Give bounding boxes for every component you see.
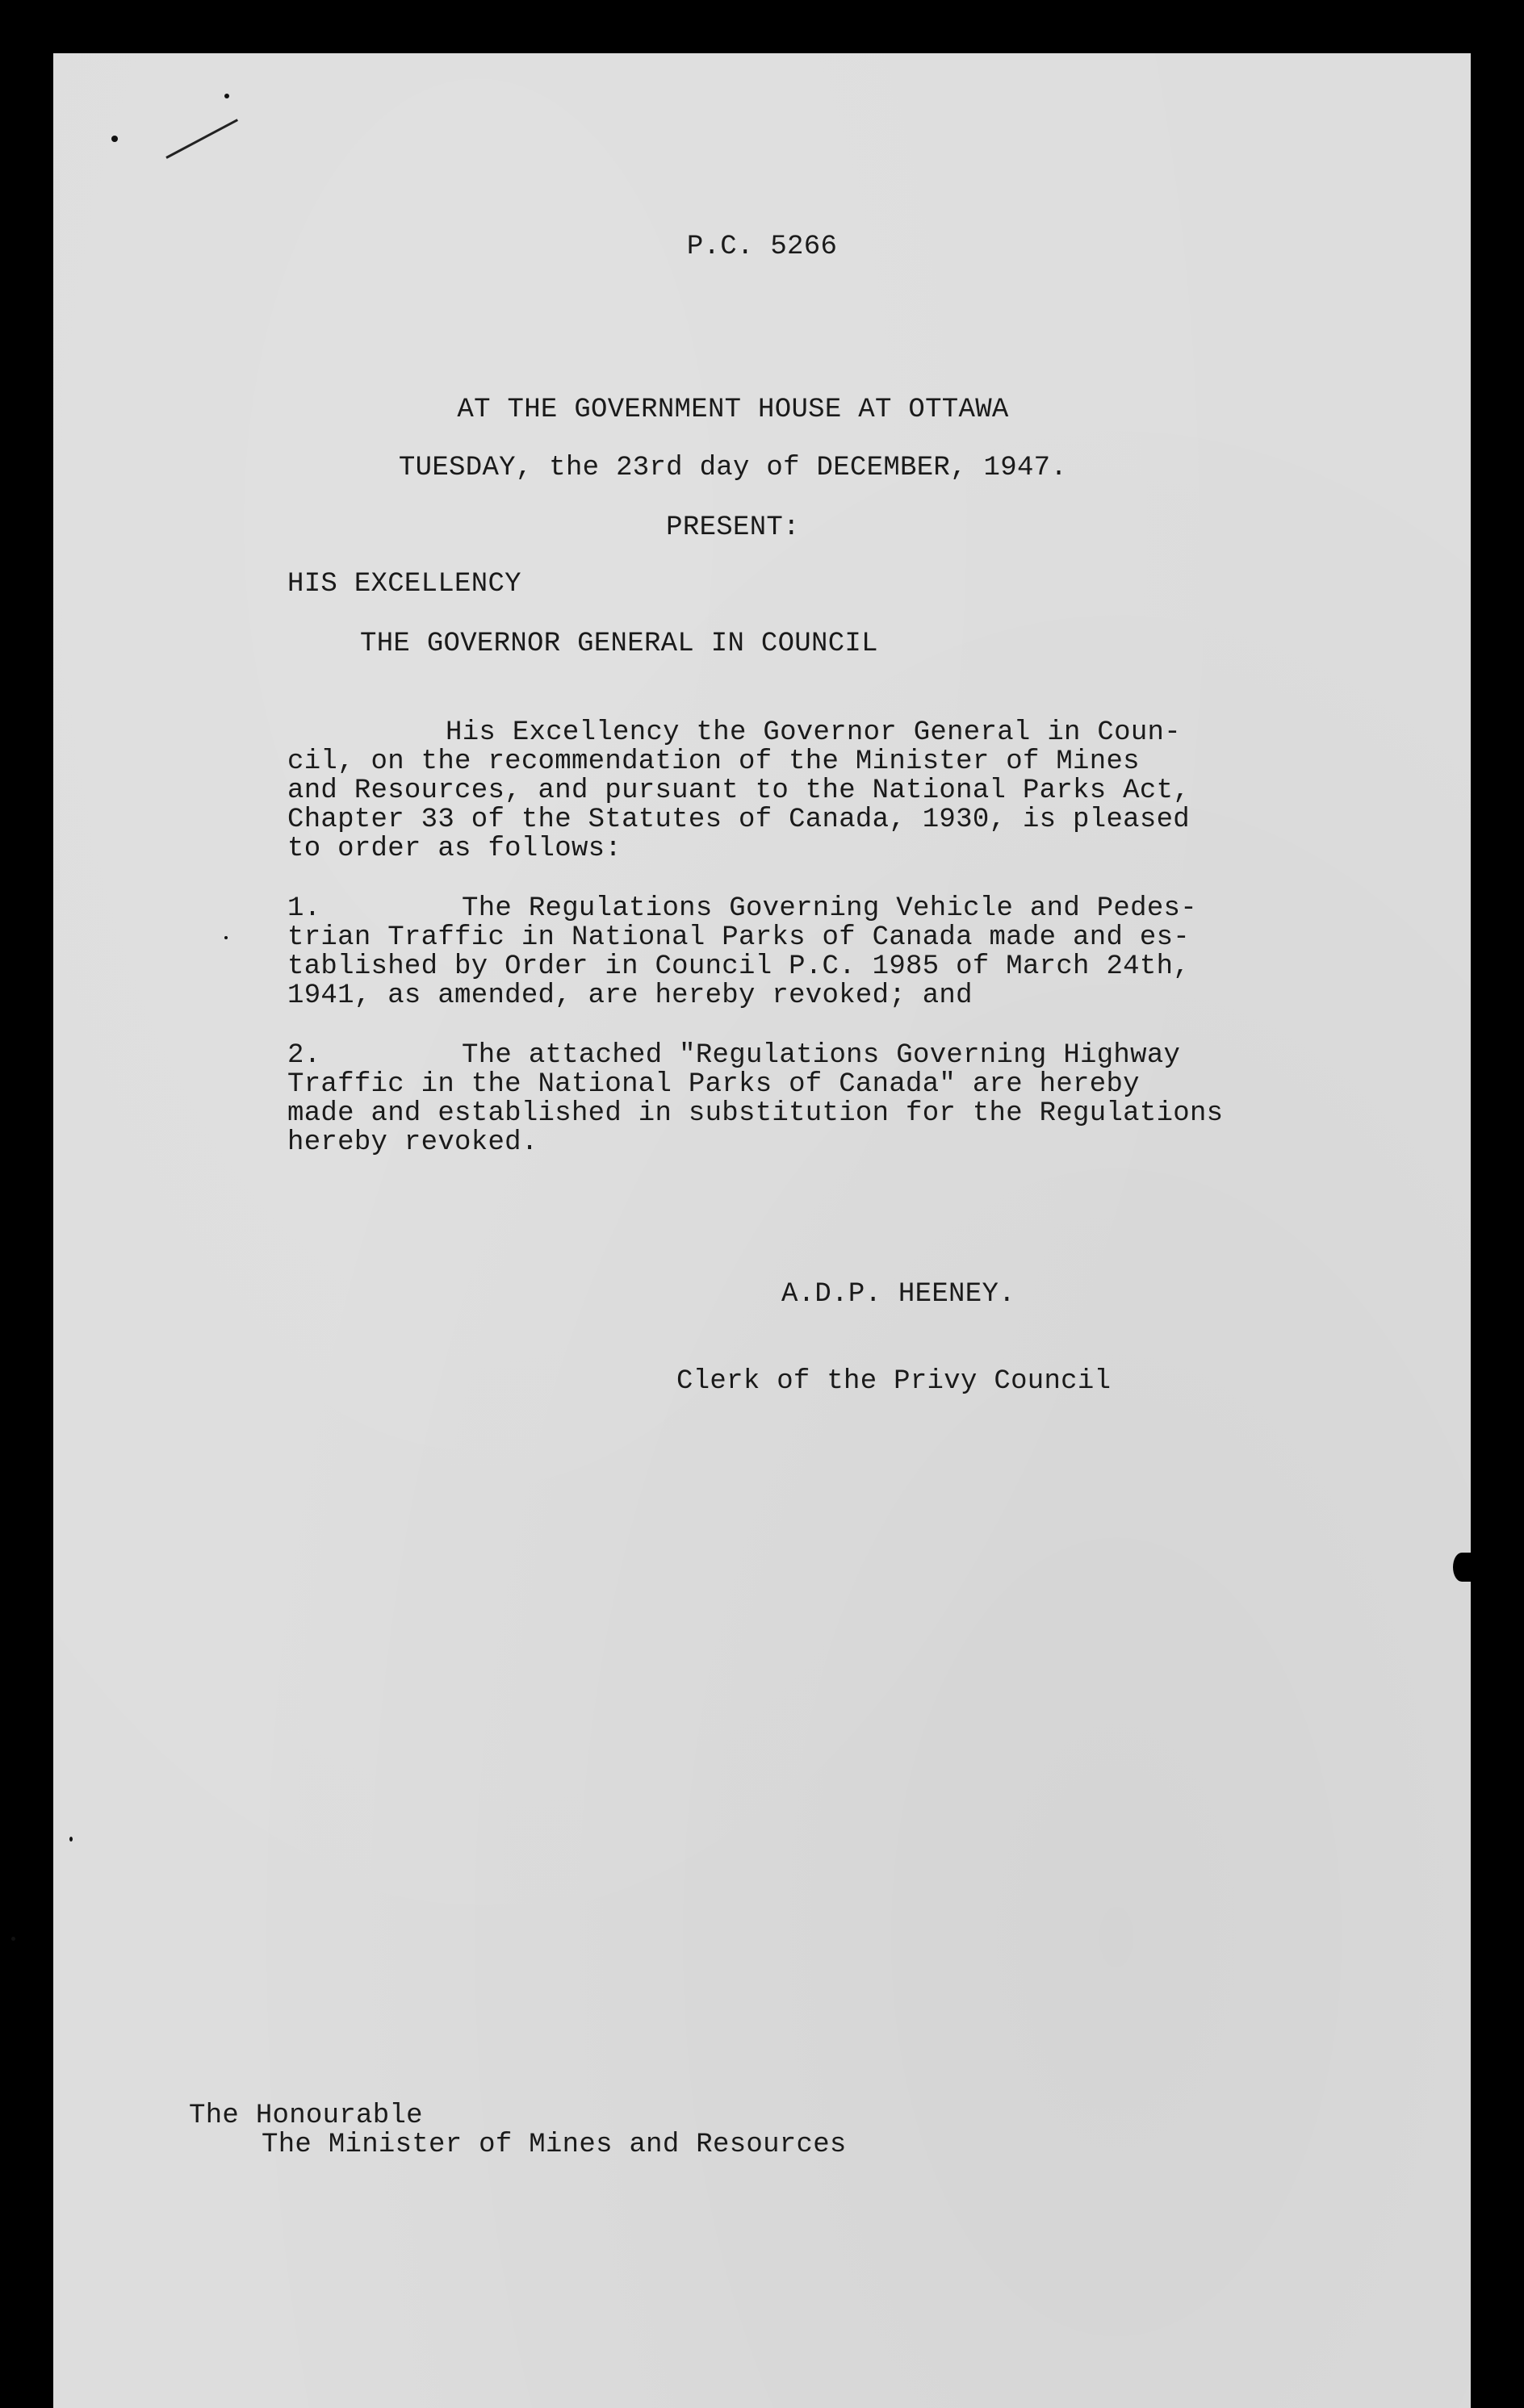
heading-present: PRESENT: <box>666 512 800 543</box>
addressee-line: The Honourable <box>189 2101 423 2131</box>
clause-2-line: hereby revoked. <box>287 1127 538 1158</box>
scan-speck <box>11 1937 15 1941</box>
signature-title: Clerk of the Privy Council <box>676 1366 1112 1397</box>
clause-1-line: trian Traffic in National Parks of Canada made and es- <box>287 922 1190 953</box>
preamble-line: and Resources, and pursuant to the National Parks Act, <box>287 775 1190 806</box>
scan-speck <box>69 1837 73 1842</box>
preamble-line: His Excellency the Governor General in Coun- <box>446 717 1181 748</box>
pen-mark <box>165 119 238 159</box>
clause-1-line: tablished by Order in Council P.C. 1985 of March 24th, <box>287 951 1190 982</box>
scan-speck <box>224 94 229 98</box>
attendee-his-excellency: HIS EXCELLENCY <box>287 569 521 600</box>
clause-2-line: The attached "Regulations Governing Highway <box>462 1040 1181 1071</box>
binding-notch <box>1453 1553 1471 1582</box>
heading-place: AT THE GOVERNMENT HOUSE AT OTTAWA <box>457 395 1009 425</box>
clause-2-number: 2. <box>287 1040 321 1071</box>
scan-speck <box>111 136 118 142</box>
clause-2-line: Traffic in the National Parks of Canada" are hereby <box>287 1069 1140 1100</box>
preamble-line: Chapter 33 of the Statutes of Canada, 1930, is pleased <box>287 805 1190 835</box>
clause-2-line: made and established in substitution for the Regulations <box>287 1098 1224 1129</box>
preamble-line: to order as follows: <box>287 834 622 864</box>
clause-1-number: 1. <box>287 893 321 924</box>
scan-speck <box>224 936 228 939</box>
order-number: P.C. 5266 <box>686 232 838 262</box>
signature-name: A.D.P. HEENEY. <box>781 1279 1015 1310</box>
heading-date: TUESDAY, the 23rd day of DECEMBER, 1947. <box>398 453 1068 483</box>
paper-sheet <box>53 53 1471 2408</box>
preamble-line: cil, on the recommendation of the Minister of Mines <box>287 746 1140 777</box>
clause-1-line: 1941, as amended, are hereby revoked; and <box>287 980 973 1011</box>
attendee-governor-general: THE GOVERNOR GENERAL IN COUNCIL <box>360 629 878 659</box>
addressee-line: The Minister of Mines and Resources <box>262 2130 847 2160</box>
clause-1-line: The Regulations Governing Vehicle and Pedes- <box>462 893 1197 924</box>
